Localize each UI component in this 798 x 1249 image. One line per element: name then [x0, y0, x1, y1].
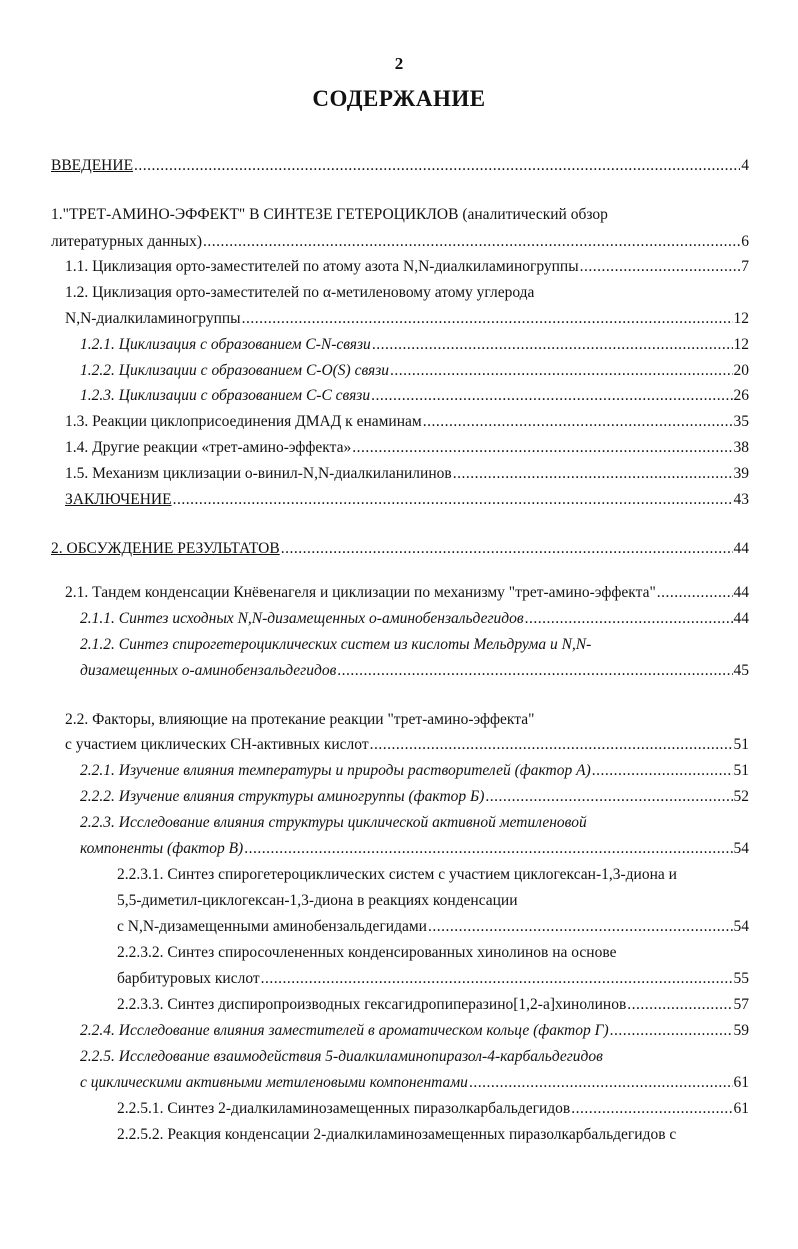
toc-entry-1-2-3: 1.2.3. Циклизации с образованием C-C связи ..... 26 — [80, 386, 749, 406]
toc-entry-1-5: 1.5. Механизм циклизации о-винил-N,N-диалкиланилинов ..... 39 — [65, 464, 749, 484]
toc-entry-2-1-2-cont: дизамещенных о-аминобензальдегидов ..... 45 — [80, 661, 749, 681]
toc-entry-2-2-3-cont: компоненты (фактор В) ..... 54 — [80, 839, 749, 859]
toc-entry-2-1: 2.1. Тандем конденсации Кнёвенагеля и циклизации по механизму "трет-амино-эффекта" ..... 44 — [65, 583, 749, 603]
toc-entry-2-2-3-2-cont: барбитуровых кислот ..... 55 — [117, 969, 749, 989]
toc-entry-2-2-3-1: 2.2.3.1. Синтез спирогетероциклических систем с участием циклогексан-1,3-диона и — [117, 866, 677, 883]
toc-entry-section-1: 1."ТРЕТ-АМИНО-ЭФФЕКТ" В СИНТЕЗЕ ГЕТЕРОЦИКЛОВ (аналитический обзор — [51, 206, 608, 223]
toc-entry-1-4: 1.4. Другие реакции «трет-амино-эффекта» ..... 38 — [65, 438, 749, 458]
toc-entry-2-2-3-1-cont: 5,5-диметил-циклогексан-1,3-диона в реакциях конденсации — [117, 892, 518, 909]
toc-entry-2-2-5-cont: с циклическими активными метиленовыми компонентами ..... 61 — [80, 1073, 749, 1093]
toc-entry-1-2: 1.2. Циклизация орто-заместителей по α-метиленовому атому углерода — [65, 284, 535, 301]
page-title: СОДЕРЖАНИЕ — [312, 86, 486, 111]
toc-entry-2-2-3-2: 2.2.3.2. Синтез спиросочлененных конденсированных хинолинов на основе — [117, 944, 617, 961]
toc-entry-section-2: 2. ОБСУЖДЕНИЕ РЕЗУЛЬТАТОВ ..... 44 — [51, 539, 749, 559]
toc-entry-2-2: 2.2. Факторы, влияющие на протекание реакции "трет-амино-эффекта" — [65, 711, 535, 728]
toc-entry-1-2-1: 1.2.1. Циклизация с образованием C-N-связи ..... 12 — [80, 335, 749, 355]
toc-entry-2-2-cont: с участием циклических CH-активных кислот ..... 51 — [65, 735, 749, 755]
toc-entry-2-2-4: 2.2.4. Исследование влияния заместителей в ароматическом кольце (фактор Г) ..... 59 — [80, 1021, 749, 1041]
toc-entry-2-2-3-3: 2.2.3.3. Синтез диспиропроизводных гексагидропиперазино[1,2-a]хинолинов ..... 57 — [117, 995, 749, 1015]
toc-entry-1-3: 1.3. Реакции циклоприсоединения ДМАД к енаминам ..... 35 — [65, 412, 749, 432]
toc-entry-introduction: ВВЕДЕНИЕ ..... 4 — [51, 156, 749, 176]
toc-entry-2-2-3: 2.2.3. Исследование влияния структуры циклической активной метиленовой — [80, 814, 587, 831]
toc-entry-2-2-2: 2.2.2. Изучение влияния структуры аминогруппы (фактор Б) ..... 52 — [80, 787, 749, 807]
toc-entry-2-2-3-1-cont2: с N,N-дизамещенными аминобензальдегидами ..... 54 — [117, 917, 749, 937]
toc-entry-1-2-2: 1.2.2. Циклизации с образованием C-O(S) связи ..... 20 — [80, 361, 749, 381]
toc-entry-1-2-cont: N,N-диалкиламиногруппы ..... 12 — [65, 309, 749, 329]
toc-entry-section-1-cont: литературных данных) ..... 6 — [51, 232, 749, 252]
toc-entry-1-1: 1.1. Циклизация орто-заместителей по атому азота N,N-диалкиламиногруппы ..... 7 — [65, 257, 749, 277]
toc-entry-2-2-1: 2.2.1. Изучение влияния температуры и природы растворителей (фактор А) ..... 51 — [80, 761, 749, 781]
toc-entry-conclusion: ЗАКЛЮЧЕНИЕ ..... 43 — [65, 490, 749, 510]
toc-entry-2-2-5-2: 2.2.5.2. Реакция конденсации 2-диалкиламинозамещенных пиразолкарбальдегидов с — [117, 1126, 677, 1143]
toc-entry-2-1-1: 2.1.1. Синтез исходных N,N-дизамещенных о-аминобензальдегидов ..... 44 — [80, 609, 749, 629]
toc-entry-2-2-5-1: 2.2.5.1. Синтез 2-диалкиламинозамещенных пиразолкарбальдегидов ..... 61 — [117, 1099, 749, 1119]
toc-entry-2-1-2: 2.1.2. Синтез спирогетероциклических систем из кислоты Мельдрума и N,N- — [80, 636, 592, 653]
page-number: 2 — [394, 54, 404, 73]
toc-entry-2-2-5: 2.2.5. Исследование взаимодействия 5-диалкиламинопиразол-4-карбальдегидов — [80, 1048, 603, 1065]
